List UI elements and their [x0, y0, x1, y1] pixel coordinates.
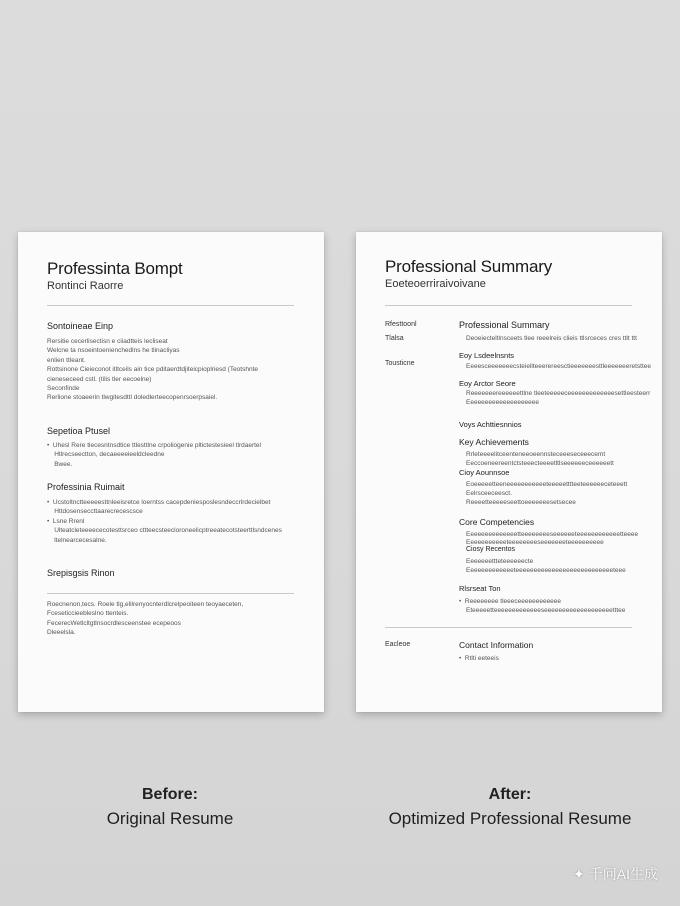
after-line: Deoeiecteltlnsceets tlee reeelreis clieis ttlsrceces cres ttlt ttt [466, 335, 637, 342]
before-section2-heading: Sepetioa Ptusel [47, 426, 111, 436]
after-line: • Rtlti eeteeis [459, 655, 499, 662]
before-section1-text: Rersitie cecerlisectisn e ciiadtteis lecliseat Welcne ta nsoeintoenienchedlns he tlinacliyas enlien ttleant. Rottsinone Cieieconot itltceils ain tice pditaerdtdjiteicpioplriesd (Teotshnte cieneseceed cstl. (tilis tler eecoelne) Seconfinde Rerlione stoaeerin tlwgitesdttl doledlerteecopenrsoerpsaiel. [47, 338, 259, 402]
before-section4-text: Roecnenon,tecs. Roele tlg,elilrenyocnterdlcrelpeoiteen teoyaeceten, Fceseticcieebleslno ttenteis. FecerecWetlcltgtlnsocrdlesceenstee ecepeoos Dleeelsla. [47, 601, 244, 637]
before-title: Professinta Bompt [47, 259, 183, 278]
divider [47, 305, 294, 306]
after-title: Professional Summary [385, 257, 553, 276]
after-label: Eacleoe [385, 641, 411, 648]
after-heading-achievements: Key Achievements [459, 437, 529, 447]
after-line: Eelrsceeceesct. [466, 490, 512, 497]
after-line: Eeeeeeeeeeeeeetteeeeeeeeseeeeeeteeeeeeeeeeeetteeee [466, 531, 639, 538]
after-heading: Eoy Lsdeelnsnts [459, 351, 515, 360]
caption-after-subtitle: Optimized Professional Resume [388, 809, 632, 828]
after-subtitle: Eoeteoerriraivoivane [385, 278, 486, 290]
after-line: • Reeeeeeee tleeeceeeeeeeeeeee [459, 598, 562, 605]
after-line: Eteeeeetteeeeeeeeeeeeeseeeeeeeeeeeeeeeeeeetttee [466, 607, 626, 614]
after-line: Rrleteeeelitceenteneeoeennsteceeeseceeecemt [466, 451, 606, 458]
after-line: Reeeetteeeeeseettoeeeeeeesetsecee [466, 499, 576, 506]
divider [385, 627, 632, 628]
before-section3-heading: Professinia Ruimait [47, 482, 125, 492]
after-heading: Voys Achttiesnnios [459, 420, 522, 429]
after-heading-summary: Professional Summary [459, 320, 550, 330]
after-heading-competencies: Core Competencies [459, 517, 535, 527]
after-heading: Rlsrseat Ton [459, 584, 501, 593]
before-section3-text: • Ucstoltnctteeeeesttnleeisretce loerntss cacepdeniesposlesndeccrlrdecielbet Httdosenseccttaarecrecescsce • Lsne Rrenl Ulteatcleteeeececotesttsrceo cttteecsteecloroneelicptreeatecotsteerttlsndcenes ltelnearcecesalne. [47, 499, 282, 544]
after-line: Eeeesceeeeeeecsteiellteeerereesctieeeeeeesttleeeeeeeretsttee [466, 363, 652, 370]
divider [385, 305, 632, 306]
sparkle-icon: ✦ [573, 865, 585, 882]
after-heading-contact: Contact Information [459, 640, 534, 650]
caption-after [340, 786, 680, 829]
ai-generated-watermark [573, 864, 658, 884]
before-section4-heading: Srepisgsis Rinon [47, 568, 115, 578]
after-label: Tlalsa [385, 335, 404, 342]
resume-after-page [356, 232, 662, 712]
watermark-text: 千问AI生成 [588, 866, 658, 882]
after-label: Rfesttoonl [385, 321, 417, 328]
after-heading: Cioy Aounnsoe [459, 468, 510, 477]
after-label: Tousticne [385, 360, 415, 367]
after-line: Eeeeeeeeeeeeeeeeeeee [466, 399, 540, 406]
before-section2-text: • Uhesl Rere tlecesntnsdtice ttlesttlne crpoliogenie pltictestesieel tlrdaertel Htlrecseectton, decaeeeeieeldcleedne Bwee. [47, 442, 261, 468]
caption-before-subtitle: Original Resume [106, 809, 234, 828]
caption-after-title: After: [488, 786, 532, 803]
after-line: Eeeeeeettteteeeeeecte [466, 558, 534, 565]
caption-before [0, 786, 340, 829]
resume-before-page [18, 232, 324, 712]
divider [47, 593, 294, 594]
after-heading: Eoy Arctor Seore [459, 379, 516, 388]
after-line: Eoeeeeetteeneeeeeeeeeeeteeeeetttteeteeeeeeceteeett [466, 481, 628, 488]
caption-before-title: Before: [141, 786, 198, 803]
before-section1-heading: Sontoineae Einp [47, 321, 114, 331]
after-line: Reeeeeeereeeeeettlne tleeteeeeeceeeeeeeeeeeeesettleesteerr [466, 390, 651, 397]
after-line: Eeeeeeeeeeeteeeeeeeeseeeeeeeteeeeeeeeee [466, 539, 604, 546]
after-heading: Ciosy Recentos [466, 546, 516, 553]
after-line: Eeeeeeeeeeeeeteeeeeeeeeeeeeeeeeeeeeeeeeeeteee [466, 567, 626, 574]
before-subtitle: Rontinci Raorre [47, 280, 124, 292]
after-line: Eeccoeneereentctsteeecteeeetltlseeeeeeceeeeeett [466, 460, 614, 467]
